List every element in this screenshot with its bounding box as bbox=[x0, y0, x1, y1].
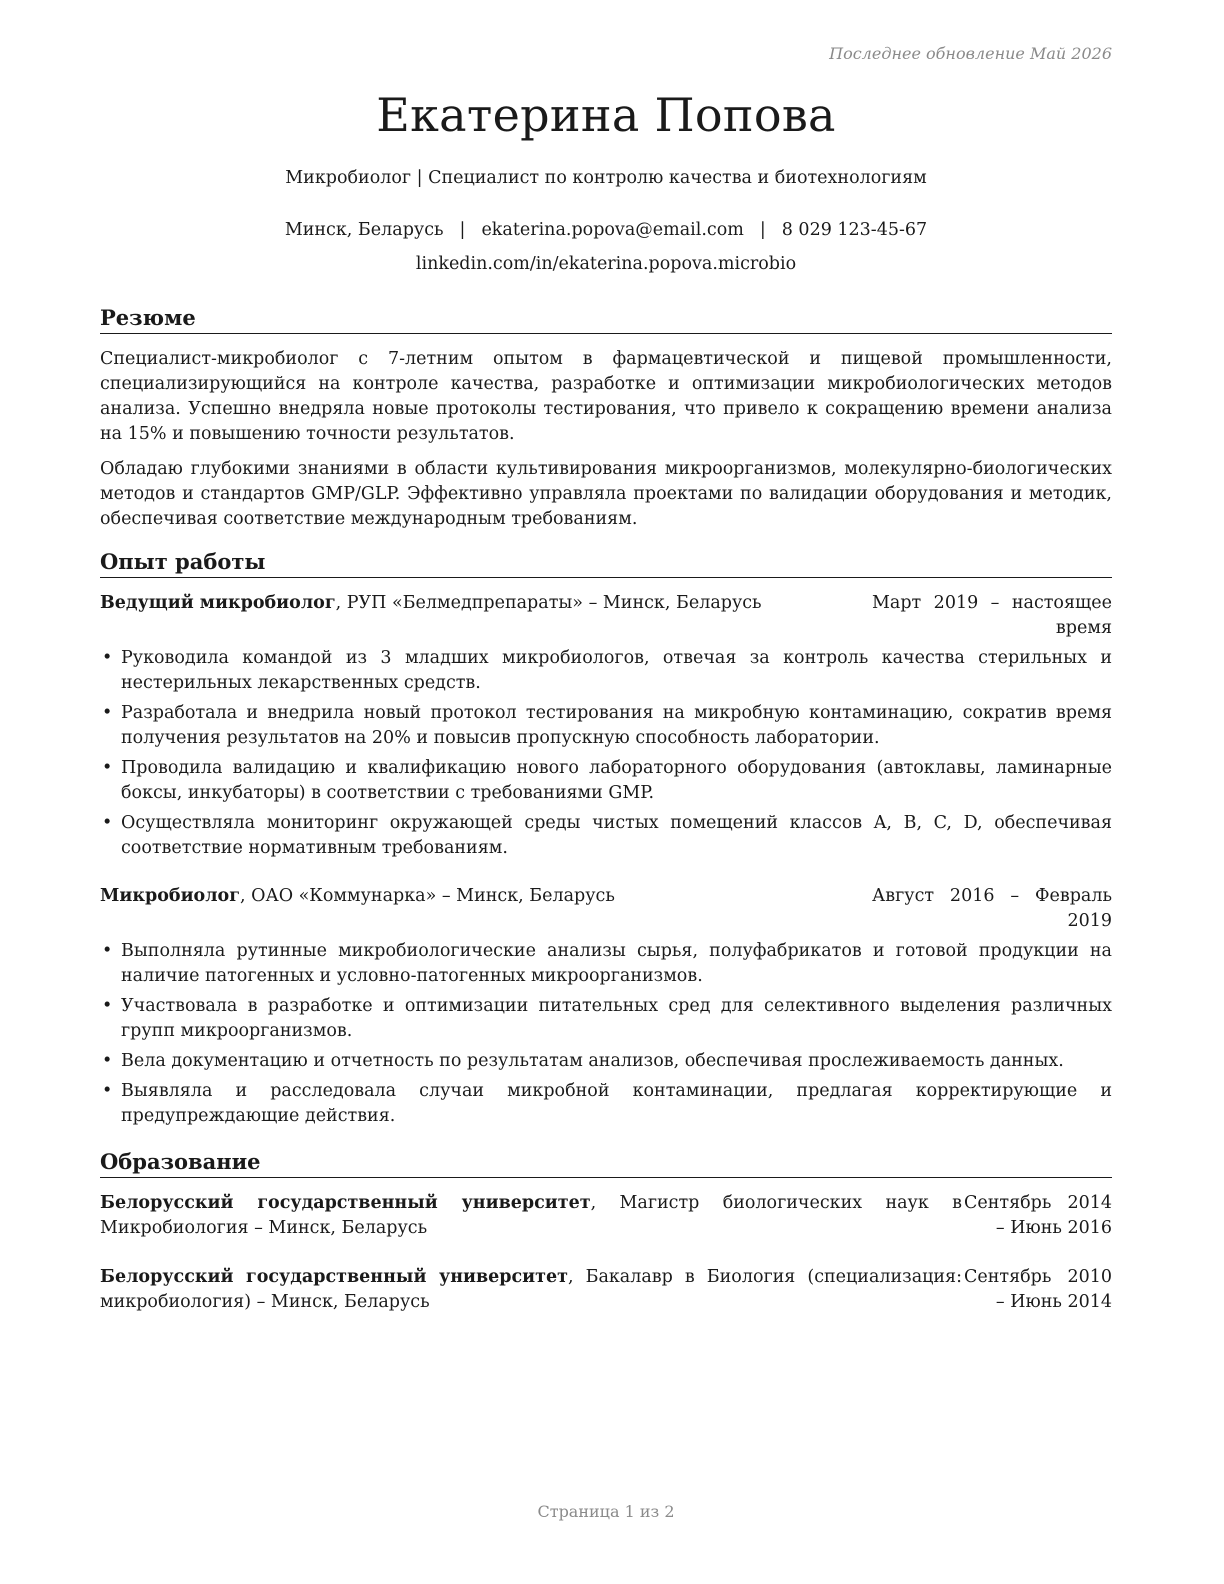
education-title-line bbox=[100, 1265, 962, 1315]
page-number: Страница 1 из 2 bbox=[537, 1502, 675, 1521]
list-item: • Проводила валидацию и квалификацию нового лабораторного оборудования (автоклавы, ламинарные боксы, инкубаторы) в соответствии с требованиями GMP. bbox=[100, 756, 1112, 806]
list-item: • Осуществляла мониторинг окружающей среды чистых помещений классов A, B, C, D, обеспечивая соответствие нормативным требованиям. bbox=[100, 811, 1112, 861]
section-title-summary: Резюме bbox=[100, 304, 1112, 334]
section-title-education: Образование bbox=[100, 1148, 1112, 1178]
job-role: Ведущий микробиолог bbox=[100, 593, 336, 613]
summary-paragraph: Специалист-микробиолог с 7-летним опытом в фармацевтической и пищевой промышленности, специализирующийся на контроле качества, разработке и оптимизации микробиологических методов анализа. Успешно внедряла новые протоколы тестирования, что привело к сокращению времени анализа на 15% и повышению точности результатов. bbox=[100, 349, 1112, 444]
contact-linkedin[interactable]: linkedin.com/in/ekaterina.popova.microbio bbox=[415, 254, 797, 274]
job-bullets bbox=[100, 646, 1112, 866]
contact-email[interactable]: ekaterina.popova@email.com bbox=[481, 220, 744, 240]
job-org: , РУП «Белмедпрепараты» – Минск, Беларусь bbox=[335, 593, 762, 613]
education-dates: Сентябрь 2010 – Июнь 2014 bbox=[964, 1267, 1112, 1312]
candidate-tagline: Микробиолог | Специалист по контролю качества и биотехнологиям bbox=[285, 168, 927, 188]
contact-location: Минск, Беларусь bbox=[284, 220, 444, 240]
education-institution: Белорусский государственный университет bbox=[100, 1193, 591, 1213]
job-role: Микробиолог bbox=[100, 886, 240, 906]
candidate-name: Екатерина Попова bbox=[376, 88, 836, 142]
job-bullets bbox=[100, 939, 1112, 1134]
education-degree: , Бакалавр в Биология (специализация: микробиология) – Минск, Беларусь bbox=[100, 1267, 962, 1312]
list-item: • Руководила командой из 3 младших микробиологов, отвечая за контроль качества стерильных и нестерильных лекарственных средств. bbox=[100, 646, 1112, 696]
contact-separator: | bbox=[759, 220, 766, 240]
last-updated: Последнее обновление Май 2026 bbox=[829, 44, 1112, 63]
list-item: • Разработала и внедрила новый протокол тестирования на микробную контаминацию, сократив время получения результатов на 20% и повысив пропускную способность лаборатории. bbox=[100, 701, 1112, 751]
education-degree: , Магистр биологических наук в Микробиология – Минск, Беларусь bbox=[100, 1193, 962, 1238]
job-org: , ОАО «Коммунарка» – Минск, Беларусь bbox=[239, 886, 615, 906]
education-title-line bbox=[100, 1191, 962, 1241]
summary-paragraph: Обладаю глубокими знаниями в области культивирования микроорганизмов, молекулярно-биологических методов и стандартов GMP/GLP. Эффективно управляла проектами по валидации оборудования и методик, обеспечивая соответствие международным требованиям. bbox=[100, 459, 1112, 529]
job-dates: Август 2016 – Февраль 2019 bbox=[872, 886, 1112, 931]
job-title-line bbox=[100, 591, 762, 616]
list-item: • Выявляла и расследовала случаи микробной контаминации, предлагая корректирующие и предупреждающие действия. bbox=[100, 1079, 1112, 1129]
education-institution: Белорусский государственный университет bbox=[100, 1267, 568, 1287]
contact-line bbox=[100, 220, 1112, 240]
list-item: • Выполняла рутинные микробиологические анализы сырья, полуфабрикатов и готовой продукции на наличие патогенных и условно-патогенных микроорганизмов. bbox=[100, 939, 1112, 989]
list-item: • Участвовала в разработке и оптимизации питательных сред для селективного выделения различных групп микроорганизмов. bbox=[100, 994, 1112, 1044]
section-title-experience: Опыт работы bbox=[100, 548, 1112, 578]
resume-page bbox=[100, 0, 1112, 1584]
contact-phone: 8 029 123-45-67 bbox=[781, 220, 928, 240]
contact-separator: | bbox=[459, 220, 466, 240]
job-title-line bbox=[100, 884, 615, 909]
job-dates: Март 2019 – настоящее время bbox=[872, 593, 1112, 638]
education-dates: Сентябрь 2014 – Июнь 2016 bbox=[964, 1193, 1112, 1238]
list-item: • Вела документацию и отчетность по результатам анализов, обеспечивая прослеживаемость данных. bbox=[100, 1049, 1112, 1074]
